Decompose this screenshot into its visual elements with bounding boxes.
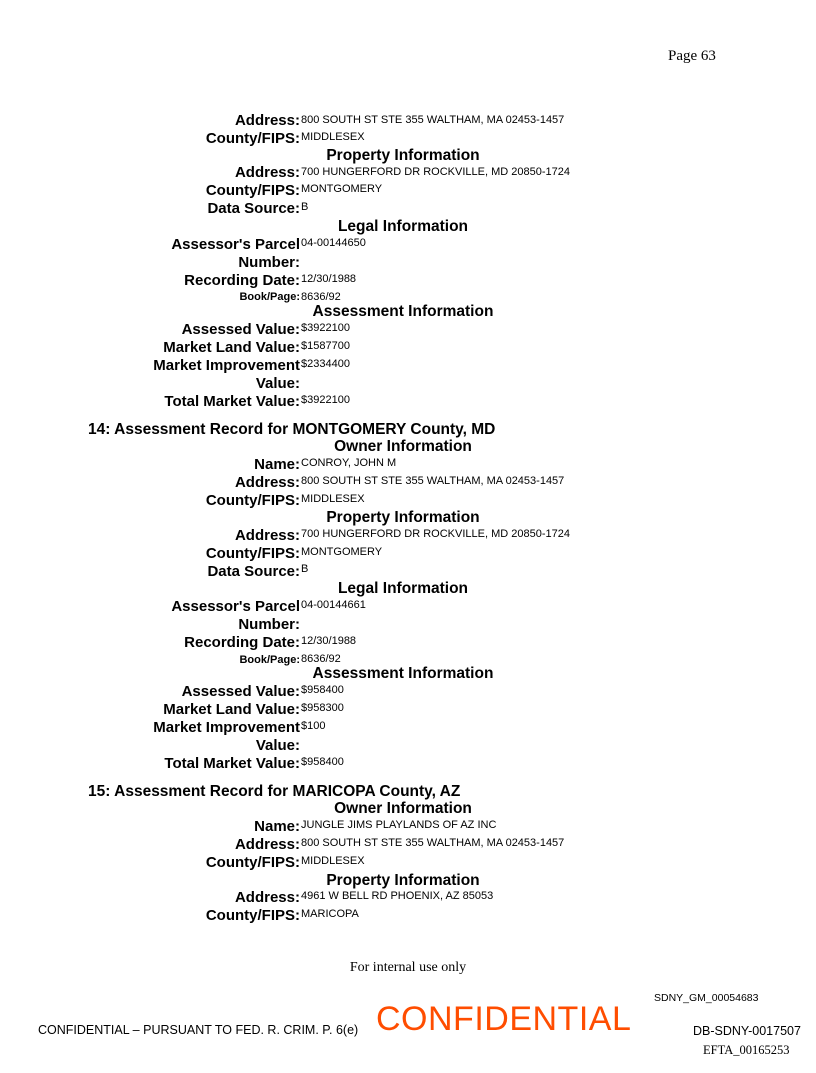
total-market-value: $3922100 [301,394,350,406]
parcel-label-cont: Number: [238,616,300,633]
internal-use-note: For internal use only [349,960,467,975]
property-address-label: Address: [234,527,300,544]
owner-name-label: Name: [254,818,300,835]
market-improvement-label: Market Improvement [153,357,300,374]
legal-info-heading: Legal Information [337,218,469,235]
legal-info-heading: Legal Information [337,580,469,597]
book-page-value: 8636/92 [301,653,341,665]
owner-county-value: MIDDLESEX [301,493,365,505]
property-address-label: Address: [234,889,300,906]
owner-address-label: Address: [234,836,300,853]
property-county-label: County/FIPS: [205,907,300,924]
property-county-value: MARICOPA [301,908,359,920]
owner-address-label: Address: [234,112,300,129]
property-info-heading: Property Information [326,872,480,889]
recording-date-label: Recording Date: [184,272,300,289]
property-info-heading: Property Information [326,147,480,164]
total-market-label: Total Market Value: [164,755,300,772]
assessed-value: $958400 [301,684,344,696]
market-improvement-value: $2334400 [301,358,350,370]
data-source-value: B [301,563,309,575]
assessed-value: $3922100 [301,322,350,334]
market-improvement-label-cont: Value: [255,375,300,392]
bates-number-efta: EFTA_00165253 [703,1043,790,1057]
owner-county-label: County/FIPS: [205,854,300,871]
total-market-value: $958400 [301,756,344,768]
owner-county-label: County/FIPS: [205,492,300,509]
book-page-label: Book/Page: [239,291,300,303]
record-title: 14: Assessment Record for MONTGOMERY County, MD [88,421,496,438]
market-land-value: $1587700 [301,340,350,352]
property-county-value: MONTGOMERY [301,546,383,558]
owner-name-value: CONROY, JOHN M [301,457,397,469]
bates-number-sdny-gm: SDNY_GM_00054683 [654,992,759,1004]
recording-date-label: Recording Date: [184,634,300,651]
parcel-label: Assessor's Parcel [171,598,300,615]
owner-county-label: County/FIPS: [205,130,300,147]
book-page-label: Book/Page: [239,654,300,666]
owner-name-label: Name: [254,456,300,473]
owner-info-heading: Owner Information [334,800,472,817]
market-land-label: Market Land Value: [163,701,300,718]
book-page-value: 8636/92 [301,291,341,303]
recording-date-value: 12/30/1988 [301,635,357,647]
page-number: Page 63 [668,48,716,64]
parcel-label: Assessor's Parcel [171,236,300,253]
property-county-label: County/FIPS: [205,182,300,199]
assessment-info-heading: Assessment Information [312,665,494,682]
owner-name-value: JUNGLE JIMS PLAYLANDS OF AZ INC [301,819,497,831]
property-address-value: 4961 W BELL RD PHOENIX, AZ 85053 [301,890,494,902]
owner-county-value: MIDDLESEX [301,855,365,867]
owner-address-value: 800 SOUTH ST STE 355 WALTHAM, MA 02453-1457 [301,837,565,849]
market-improvement-label-cont: Value: [255,737,300,754]
confidential-stamp: CONFIDENTIAL [376,1000,632,1038]
parcel-value: 04-00144650 [301,237,366,249]
data-source-label: Data Source: [207,563,300,580]
owner-address-label: Address: [234,474,300,491]
market-improvement-value: $100 [301,720,326,732]
property-county-value: MONTGOMERY [301,183,383,195]
assessed-value-label: Assessed Value: [181,683,300,700]
market-land-label: Market Land Value: [163,339,300,356]
market-land-value: $958300 [301,702,344,714]
data-source-value: B [301,201,309,213]
data-source-label: Data Source: [207,200,300,217]
owner-info-heading: Owner Information [334,438,472,455]
owner-county-value: MIDDLESEX [301,131,365,143]
bates-number-db-sdny: DB-SDNY-0017507 [693,1024,801,1038]
total-market-label: Total Market Value: [164,393,300,410]
property-county-label: County/FIPS: [205,545,300,562]
confidential-notice: CONFIDENTIAL – PURSUANT TO FED. R. CRIM. P. 6(e) [38,1023,359,1037]
owner-address-value: 800 SOUTH ST STE 355 WALTHAM, MA 02453-1457 [301,475,565,487]
owner-address-value: 800 SOUTH ST STE 355 WALTHAM, MA 02453-1457 [301,114,565,126]
property-address-value: 700 HUNGERFORD DR ROCKVILLE, MD 20850-1724 [301,166,570,178]
record-title: 15: Assessment Record for MARICOPA County, AZ [88,783,461,800]
market-improvement-label: Market Improvement [153,719,300,736]
property-address-label: Address: [234,164,300,181]
parcel-value: 04-00144661 [301,599,366,611]
property-info-heading: Property Information [326,509,480,526]
assessment-info-heading: Assessment Information [312,303,494,320]
property-address-value: 700 HUNGERFORD DR ROCKVILLE, MD 20850-1724 [301,528,570,540]
assessed-value-label: Assessed Value: [181,321,300,338]
parcel-label-cont: Number: [238,254,300,271]
recording-date-value: 12/30/1988 [301,273,357,285]
